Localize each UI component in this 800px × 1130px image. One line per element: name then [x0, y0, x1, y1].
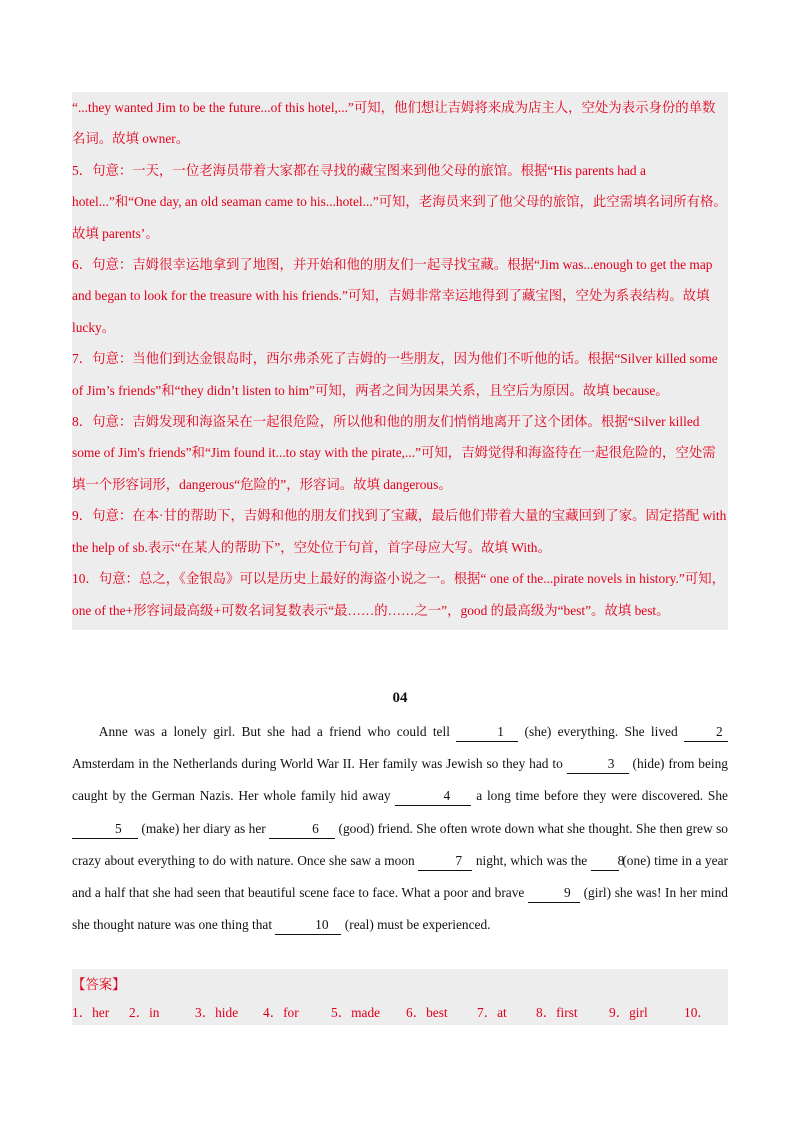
answer-list	[72, 1002, 728, 1021]
passage-text: (she) everything. She lived	[524, 724, 684, 739]
passage-text: (make) her diary as her	[141, 820, 270, 836]
blank-7: 7	[418, 852, 472, 871]
answer-item: 9．girl	[609, 1005, 648, 1020]
section-number: 04	[392, 690, 408, 706]
answer-block	[72, 969, 728, 1025]
blank-10: 10	[275, 916, 341, 935]
passage-text: (girl) she was! In her mind she thought nature was one thing that	[72, 885, 728, 933]
answer-heading: 【答案】	[72, 977, 126, 992]
passage-text: night, which was the	[475, 852, 591, 868]
passage-paragraph	[72, 716, 728, 941]
explanation-line: 9．句意：在本·甘的帮助下，吉姆和他的朋友们找到了宝藏，最后他们带着大量的宝藏回到了家。固定搭配 with the help of sb.表示“在某人的帮助下”，空处位于句首，首字母应大写。故填 With。	[72, 508, 727, 555]
explanation-line: 7．句意：当他们到达金银岛时，西尔弗杀死了吉姆的一些朋友，因为他们不听他的话。根据“Silver killed some of Jim’s friends”和“they didn’t listen to him”可知，两者之间为因果关系，且空后为原因。故填 because。	[72, 351, 718, 398]
explanation-line: 8．句意：吉姆发现和海盗呆在一起很危险，所以他和他的朋友们悄悄地离开了这个团体。根据“Silver killed some of Jim's friends”和“Jim found it...to stay with the pirate,...”可知，吉姆觉得和海盗待在一起很危险的，空处需填一个形容词形，dangerous“危险的”，形容词。故填 dangerous。	[72, 414, 716, 492]
answer-item: 3．hide	[195, 1005, 239, 1020]
passage-text: (real) must be experienced.	[344, 917, 491, 933]
blank-9: 9	[528, 884, 580, 903]
blank-8: 8	[591, 852, 619, 871]
answer-item: 1．her	[72, 1005, 110, 1020]
blank-5: 5	[72, 820, 138, 839]
answer-item: 8．first	[536, 1005, 578, 1020]
answer-item: 5．made	[331, 1005, 381, 1020]
passage-text: Anne was a lonely girl. But she had a friend who could tell	[98, 724, 457, 739]
explanation-line: 5．句意：一天，一位老海员带着大家都在寻找的藏宝图来到他父母的旅馆。根据“His parents had a hotel...”和“One day, an old seaman came to his...hotel...”可知，老海员来到了他父母的旅馆，此空需填名词所有格。故填 parents’。	[72, 162, 727, 241]
blank-1: 1	[456, 723, 518, 742]
blank-4: 4	[395, 787, 471, 806]
explanation-block	[72, 92, 728, 630]
answer-item: 4．for	[263, 1005, 299, 1020]
passage-text: Amsterdam in the Netherlands during World War II. Her family was Jewish so they had to	[72, 756, 567, 772]
blank-3: 3	[567, 755, 629, 774]
passage-text: a long time before they were discovered. She	[476, 788, 728, 804]
passage-text: (hide) from being caught by the German Nazis. Her whole family hid away	[72, 756, 728, 804]
blank-6: 6	[269, 820, 335, 839]
answer-item: 10．	[684, 1005, 711, 1020]
answer-item: 7．at	[477, 1005, 507, 1020]
explanation-line: 6．句意：吉姆很幸运地拿到了地图，并开始和他的朋友们一起寻找宝藏。根据“Jim was...enough to get the map and began to look for the treasure with his friends.”可知，吉姆非常幸运地得到了藏宝图，空处为系表结构。故填 lucky。	[72, 257, 713, 335]
cloze-passage	[72, 716, 728, 941]
explanation-line: “...they wanted Jim to be the future...of this hotel,...”可知，他们想让吉姆将来成为店主人，空处为表示身份的单数名词。故填 owner。	[72, 100, 716, 147]
answer-item: 6．best	[406, 1005, 448, 1020]
blank-2: 2	[684, 723, 728, 742]
passage-text: (one) time in a year and a half that she had seen that beautiful scene face to face. What a poor and brave	[72, 852, 728, 901]
passage-text: (good) friend. She often wrote down what she thought. She then grew so crazy about everything to do with nature. Once she saw a moon	[72, 820, 728, 868]
explanation-line: 10．句意：总之，《金银岛》可以是历史上最好的海盗小说之一。根据“ one of the...pirate novels in history.”可知，one of the+形容词最高级+可数名词复数表示“最……的……之一”，good 的最高级为“best”。故填 best。	[72, 571, 725, 618]
answer-item: 2．in	[129, 1005, 160, 1020]
